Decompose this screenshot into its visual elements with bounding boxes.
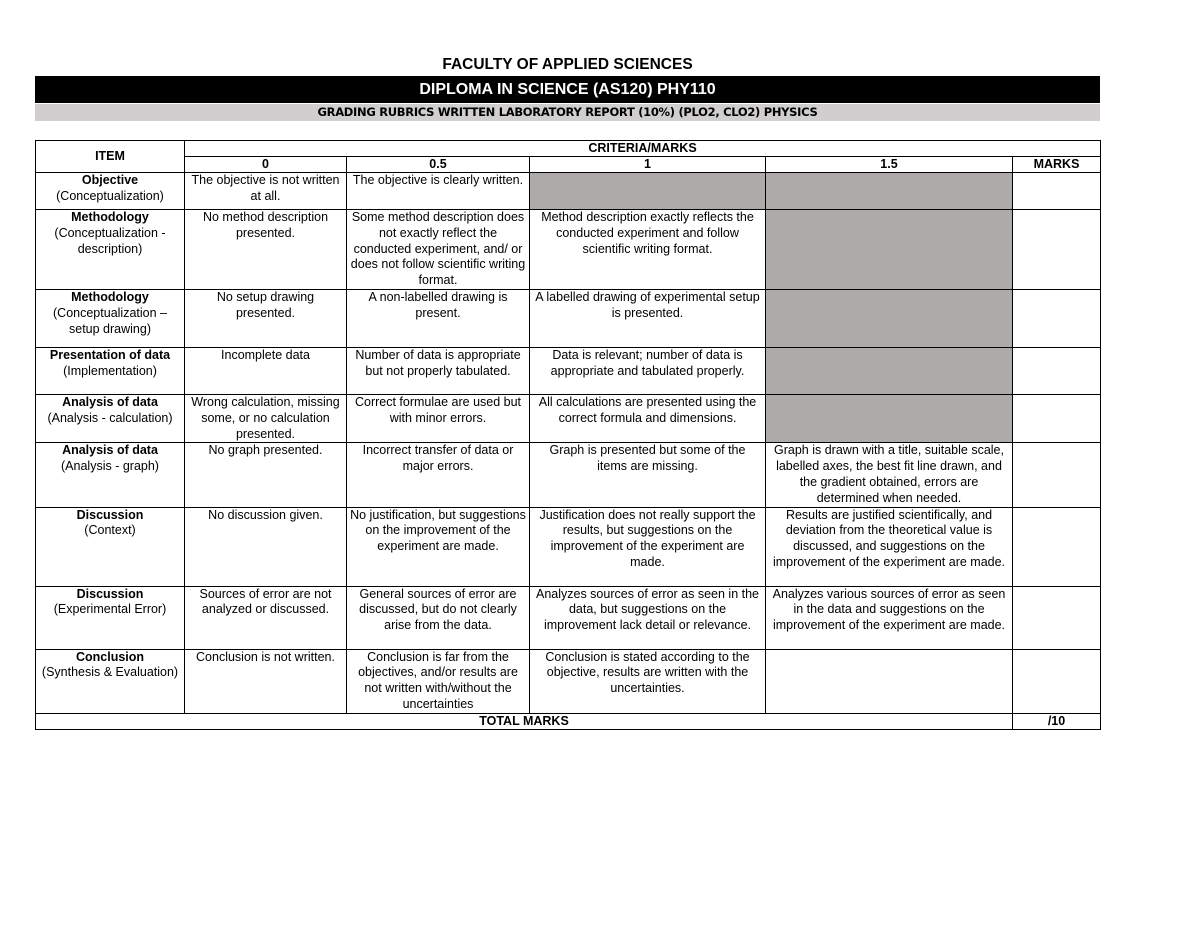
criteria-cell-1: Graph is presented but some of the items are missing. (530, 443, 766, 507)
item-name: Discussion (76, 586, 144, 601)
marks-header: MARKS (1013, 157, 1101, 173)
item-cell (36, 586, 185, 649)
criteria-cell-1: A labelled drawing of experimental setup is presented. (530, 289, 766, 347)
item-cell (36, 649, 185, 713)
marks-cell (1013, 289, 1101, 347)
marks-cell (1013, 347, 1101, 394)
score-header-0: 0 (185, 157, 347, 173)
criteria-cell-0.5: Some method description does not exactly reflect the conducted experiment, and/ or does not follow scientific writing format. (347, 210, 530, 290)
item-name: Objective (81, 173, 139, 187)
item-subtitle: (Conceptualization – setup drawing) (53, 305, 167, 336)
criteria-cell-0.5: No justification, but suggestions on the improvement of the experiment are made. (347, 507, 530, 586)
marks-cell (1013, 507, 1101, 586)
criteria-cell-0: No discussion given. (185, 507, 347, 586)
criteria-cell-1.5: Graph is drawn with a title, suitable scale, labelled axes, the best fit line drawn, and the gradient obtained, errors are determined when needed. (766, 443, 1013, 507)
criteria-cell-0: Wrong calculation, missing some, or no calculation presented. (185, 394, 347, 442)
criteria-header: CRITERIA/MARKS (185, 141, 1101, 157)
criteria-cell-1.5: Results are justified scientifically, and deviation from the theoretical value is discussed, and suggestions on the improvement of the experiment are made. (766, 507, 1013, 586)
table-row (36, 173, 1101, 210)
criteria-cell-0.5: The objective is clearly written. (347, 173, 530, 210)
item-subtitle: (Conceptualization - description) (54, 225, 166, 256)
criteria-cell-1: Justification does not really support the results, but suggestions on the improvement of the experiment are made. (530, 507, 766, 586)
item-name: Analysis of data (62, 394, 158, 409)
criteria-cell-0.5: Incorrect transfer of data or major errors. (347, 443, 530, 507)
rubric-table (35, 140, 1101, 730)
item-cell (36, 443, 185, 507)
table-row (36, 210, 1101, 290)
criteria-cell-0.5: Correct formulae are used but with minor errors. (347, 394, 530, 442)
item-cell (36, 507, 185, 586)
faculty-title: FACULTY OF APPLIED SCIENCES (442, 56, 693, 73)
criteria-cell-0: No method description presented. (185, 210, 347, 290)
criteria-cell-0.5: Number of data is appropriate but not properly tabulated. (347, 347, 530, 394)
criteria-cell-1.5 (766, 394, 1013, 442)
marks-cell (1013, 649, 1101, 713)
total-label: TOTAL MARKS (36, 713, 1013, 729)
total-value: /10 (1013, 713, 1101, 729)
item-name: Discussion (76, 507, 144, 522)
criteria-cell-0: The objective is not written at all. (185, 173, 347, 210)
criteria-cell-0: Conclusion is not written. (185, 649, 347, 713)
criteria-cell-1: Data is relevant; number of data is appropriate and tabulated properly. (530, 347, 766, 394)
marks-cell (1013, 173, 1101, 210)
criteria-cell-1: All calculations are presented using the correct formula and dimensions. (530, 394, 766, 442)
table-row (36, 586, 1101, 649)
table-row (36, 649, 1101, 713)
criteria-cell-0: Sources of error are not analyzed or discussed. (185, 586, 347, 649)
item-cell (36, 394, 185, 442)
item-subtitle: (Analysis - graph) (61, 459, 159, 474)
criteria-cell-1.5 (766, 173, 1013, 210)
table-row (36, 289, 1101, 347)
criteria-cell-0: No graph presented. (185, 443, 347, 507)
item-subtitle: (Conceptualization) (56, 188, 164, 203)
marks-cell (1013, 443, 1101, 507)
rubric-title: GRADING RUBRICS WRITTEN LABORATORY REPORT (10%) (PLO2, CLO2) PHYSICS (35, 104, 1100, 121)
item-cell (36, 210, 185, 290)
criteria-cell-0.5: Conclusion is far from the objectives, and/or results are not written with/without the uncertainties (347, 649, 530, 713)
item-header: ITEM (36, 141, 185, 173)
item-subtitle: (Synthesis & Evaluation) (41, 665, 179, 680)
marks-cell (1013, 394, 1101, 442)
item-name: Methodology (71, 289, 149, 304)
item-subtitle: (Context) (84, 523, 136, 538)
item-name: Presentation of data (49, 347, 171, 362)
marks-cell (1013, 586, 1101, 649)
criteria-cell-1.5 (766, 210, 1013, 290)
item-subtitle: (Experimental Error) (53, 602, 167, 617)
table-row (36, 347, 1101, 394)
criteria-cell-1 (530, 173, 766, 210)
table-row (36, 394, 1101, 442)
criteria-cell-1: Analyzes sources of error as seen in the data, but suggestions on the improvement lack detail or relevance. (530, 586, 766, 649)
score-header-1: 1 (530, 157, 766, 173)
score-header-1.5: 1.5 (766, 157, 1013, 173)
criteria-cell-0.5: A non-labelled drawing is present. (347, 289, 530, 347)
total-row (36, 713, 1101, 729)
item-name: Methodology (71, 210, 149, 224)
criteria-cell-1.5: Analyzes various sources of error as seen in the data and suggestions on the improvement of the experiment are made. (766, 586, 1013, 649)
table-row (36, 507, 1101, 586)
marks-cell (1013, 210, 1101, 290)
item-cell (36, 347, 185, 394)
item-name: Analysis of data (62, 443, 158, 458)
item-subtitle: (Implementation) (63, 363, 157, 378)
criteria-cell-1.5 (766, 289, 1013, 347)
criteria-cell-1.5 (766, 347, 1013, 394)
item-cell (36, 173, 185, 210)
item-cell (36, 289, 185, 347)
score-header-0.5: 0.5 (347, 157, 530, 173)
diploma-banner: DIPLOMA IN SCIENCE (AS120) PHY110 (35, 76, 1100, 103)
criteria-cell-0.5: General sources of error are discussed, but do not clearly arise from the data. (347, 586, 530, 649)
criteria-cell-0: No setup drawing presented. (185, 289, 347, 347)
item-name: Conclusion (75, 649, 145, 664)
criteria-cell-1: Conclusion is stated according to the objective, results are written with the uncertainties. (530, 649, 766, 713)
criteria-cell-1.5 (766, 649, 1013, 713)
item-subtitle: (Analysis - calculation) (47, 410, 173, 425)
criteria-cell-1: Method description exactly reflects the conducted experiment and follow scientific writing format. (530, 210, 766, 290)
criteria-cell-0: Incomplete data (185, 347, 347, 394)
table-row (36, 443, 1101, 507)
